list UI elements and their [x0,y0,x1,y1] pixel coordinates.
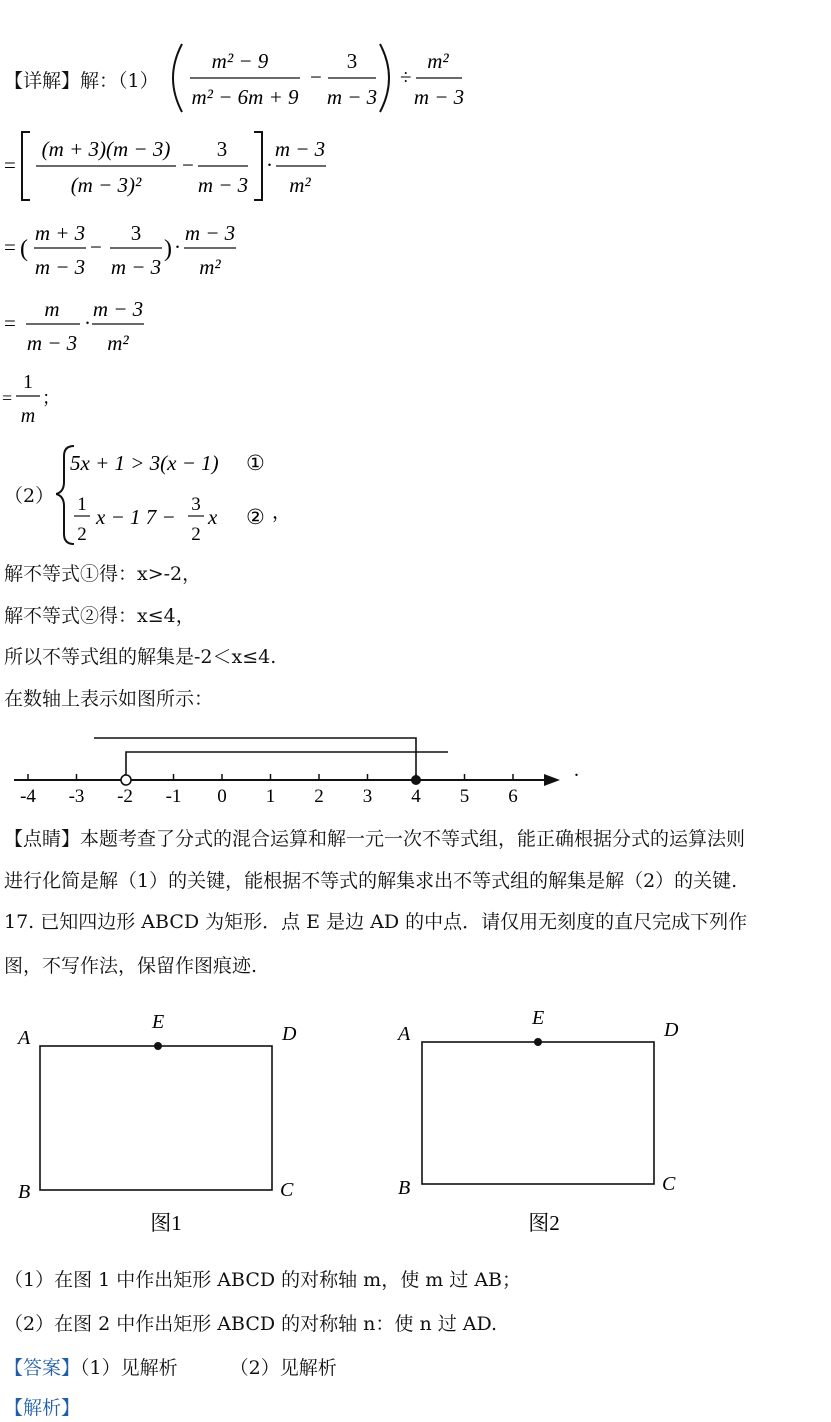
label-a: A [398,1023,411,1045]
ineq2-mark: ② [246,505,265,529]
answer-line [4,1356,337,1380]
left-bracket [22,132,30,200]
tick-label: 4 [411,786,421,807]
caption-1: 图1 [150,1211,182,1235]
analysis-label: 【解析】 [4,1397,81,1419]
frac3-num: m − 3 [184,221,236,245]
frac3-den: m² [289,173,311,197]
frac2-den: m − 3 [197,173,249,197]
detail-header [4,69,159,93]
label-a: A [18,1027,31,1049]
open-point-neg2 [121,775,131,785]
tick-label: 2 [314,786,324,807]
tick-label: 1 [265,786,276,807]
ineq2-three-den: 2 [191,524,201,545]
tick-label: 6 [508,786,518,807]
right-bracket [254,132,262,200]
ineq2-half-num: 1 [77,494,87,515]
solution-line-4: 在数轴上表示如图所示： [4,688,214,710]
number-line [0,728,600,810]
frac1-num: m² − 9 [211,49,269,73]
eq-sign: = [2,388,13,408]
frac1-den: m² − 6m + 9 [191,85,299,109]
comment-label: 【点睛】 [4,828,81,850]
right-paren [380,44,389,112]
number-line-arrow [544,774,560,786]
eq-sign: = [4,153,16,177]
ineq1-mark: ① [246,451,265,475]
expression-line-3 [2,214,262,284]
bracket-x-le-4 [94,738,416,780]
dot-mult: · [84,311,91,335]
label-e: E [532,1007,545,1029]
detail-label: 【详解】 [4,70,81,92]
comment-line-1 [4,827,745,851]
div-sign: ÷ [400,65,412,89]
left-paren: ( [20,236,28,262]
label-d: D [664,1019,679,1041]
frac2-den: m² [107,331,129,355]
frac-den: m − 3 [34,255,86,279]
solution-line-3: 所以不等式组的解集是-2＜x≤4. [4,646,277,668]
comma: ， [272,502,292,523]
task-2: （2）在图 2 中作出矩形 ABCD 的对称轴 n：使 n 过 AD. [4,1313,498,1335]
eq-sign: = [4,235,16,259]
tick-label: -1 [165,786,182,807]
comment-line-2: 进行化简是解（1）的关键，能根据不等式的解集求出不等式组的解集是解（2）的关键. [4,870,738,892]
frac2-den: m − 3 [110,255,162,279]
tick-label: 3 [362,786,373,807]
frac-den: (m − 3)² [70,173,142,197]
tick-label: 5 [459,786,470,807]
part1-prefix: 解：（1） [80,70,159,92]
expression-line-1 [160,38,480,118]
tick-label: -4 [20,786,36,807]
frac3-num: m − 3 [274,137,326,161]
label-c: C [280,1179,294,1201]
part2-prefix: （2） [4,485,55,507]
point-e [154,1042,162,1050]
inequality-system [56,440,296,550]
label-b: B [18,1181,31,1203]
frac2-den: m − 3 [326,85,378,109]
caption-2: 图2 [528,1211,560,1235]
minus-sign: − [182,153,194,177]
eq-sign: = [4,311,16,335]
problem17-line-2: 图，不写作法，保留作图痕迹. [4,955,258,977]
tick-label: 0 [217,786,227,807]
answer-label: 【答案】 [4,1357,81,1379]
frac-den: m [20,405,36,427]
label-c: C [662,1173,676,1195]
label-d: D [282,1023,297,1045]
frac-num: 1 [23,371,33,393]
frac3-den: m² [199,255,221,279]
frac2-num: m − 3 [92,297,144,321]
ineq2-half-den: 2 [77,524,87,545]
solution-line-2: 解不等式②得：x≤4， [4,605,195,627]
task-1: （1）在图 1 中作出矩形 ABCD 的对称轴 m，使 m 过 AB； [4,1269,522,1291]
minus-sign: − [310,65,322,89]
bracket-x-gt-neg2 [126,752,448,780]
right-paren: ) [164,236,172,262]
frac-num: (m + 3)(m − 3) [41,137,171,161]
answer-1: （1）见解析 [80,1357,178,1379]
minus-sign: − [90,235,102,259]
rectangle-abcd [40,1046,272,1190]
ineq2-rest: x − 1 7 − [96,505,176,529]
frac3-den: m − 3 [413,85,465,109]
ineq2-three-num: 3 [191,494,201,515]
frac-num: m + 3 [34,221,86,245]
answer-2: （2）见解析 [229,1357,337,1379]
closed-point-4 [411,775,421,785]
comment-text-1: 本题考查了分式的混合运算和解一元一次不等式组，能正确根据分式的运算法则 [80,828,746,850]
expression-line-4 [2,290,172,360]
frac2-num: 3 [346,49,358,73]
left-paren [173,44,182,112]
expression-line-5 [0,364,80,434]
point-e [534,1038,542,1046]
frac-num: m [44,297,60,321]
tick-label: -2 [117,786,133,807]
frac3-num: m² [427,49,449,73]
frac2-num: 3 [216,137,228,161]
label-b: B [398,1177,411,1199]
number-line-ticks [20,774,518,807]
dot-mult: · [174,235,181,259]
semicolon: ； [42,388,60,408]
ineq2-x: x [208,505,218,529]
solution-line-1: 解不等式①得：x>-2， [4,563,202,585]
frac-den: m − 3 [26,331,78,355]
label-e: E [152,1011,165,1033]
rectangle-abcd [422,1042,654,1184]
frac2-num: 3 [130,221,142,245]
figure-2 [392,1000,702,1240]
problem17-line-1: 17. 已知四边形 ABCD 为矩形．点 E 是边 AD 的中点．请仅用无刻度的直尺完成下列作 [4,911,748,933]
ineq1: 5x + 1 > 3(x − 1) [70,451,219,475]
dot-mult: · [266,153,273,177]
trailing-dot: . [574,759,579,781]
expression-line-2 [2,126,342,206]
tick-label: -3 [68,786,85,807]
figure-1 [10,1004,320,1244]
